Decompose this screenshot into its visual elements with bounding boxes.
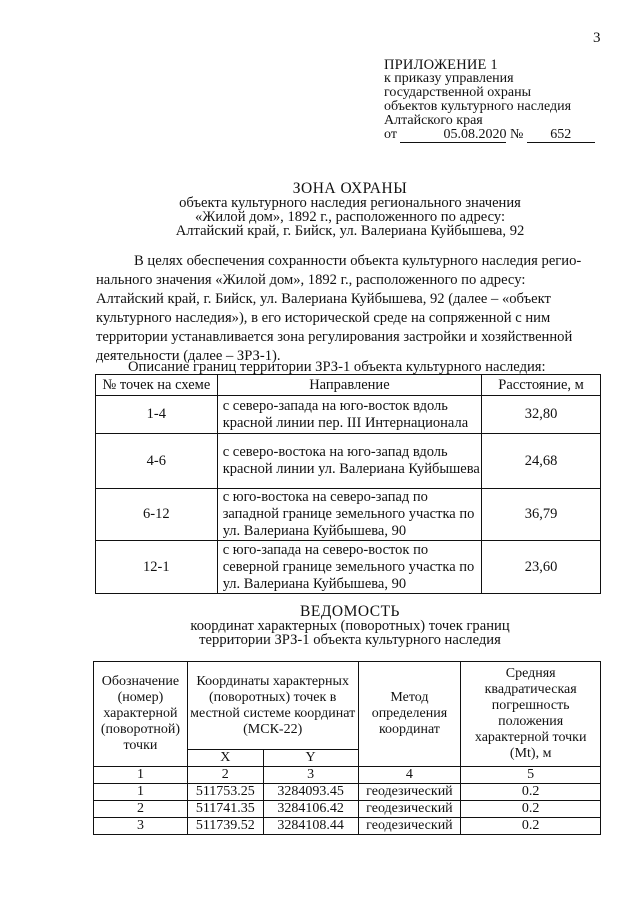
header-coordinates: Координаты характерных (поворотных) точек в местной системе координат (МСК-22) bbox=[187, 662, 358, 750]
column-number: 2 bbox=[187, 767, 263, 784]
table-row bbox=[96, 396, 601, 434]
intro-line: территории устанавливается зона регулирования застройки и хозяйственной bbox=[96, 329, 573, 345]
cell-direction: с юго-востока на северо-запад по западной границе земельного участка по ул. Валериана Куйбышева, 90 bbox=[217, 489, 481, 541]
appendix-title: ПРИЛОЖЕНИЕ 1 bbox=[384, 57, 498, 73]
cell-distance: 32,80 bbox=[482, 396, 601, 434]
table-row bbox=[94, 818, 601, 835]
cell-direction: с северо-запада на юго-восток вдоль красной линии пер. III Интернационала bbox=[217, 396, 481, 434]
column-number: 1 bbox=[94, 767, 188, 784]
column-number: 5 bbox=[461, 767, 601, 784]
cell-points: 4-6 bbox=[96, 434, 218, 489]
zone-subtitle-line: «Жилой дом», 1892 г., расположенного по адресу: bbox=[194, 209, 506, 225]
column-number: 3 bbox=[263, 767, 358, 784]
cell-error: 0.2 bbox=[461, 784, 601, 801]
header-direction: Направление bbox=[217, 375, 481, 396]
appendix-date-line bbox=[384, 128, 634, 143]
zone-subtitle bbox=[150, 196, 550, 238]
coordinates-table bbox=[93, 661, 601, 835]
cell-x: 511741.35 bbox=[187, 801, 263, 818]
from-label: от bbox=[384, 127, 397, 142]
column-number-row bbox=[94, 767, 601, 784]
table-header-row bbox=[94, 662, 601, 750]
cell-y: 3284106.42 bbox=[263, 801, 358, 818]
zone-subtitle-line: объекта культурного наследия регионального значения bbox=[179, 195, 521, 211]
statement-subtitle-line: координат характерных (поворотных) точек границ bbox=[190, 618, 510, 634]
order-number: 652 bbox=[527, 128, 595, 143]
cell-distance: 36,79 bbox=[482, 489, 601, 541]
cell-points: 1-4 bbox=[96, 396, 218, 434]
cell-y: 3284108.44 bbox=[263, 818, 358, 835]
appendix-line: государственной охраны bbox=[384, 85, 532, 100]
cell-point: 1 bbox=[94, 784, 188, 801]
appendix-block bbox=[384, 58, 634, 143]
intro-line: культурного наследия»), в его исторической среде на сопряженной с ним bbox=[96, 310, 551, 326]
zone-subtitle-line: Алтайский край, г. Бийск, ул. Валериана Куйбышева, 92 bbox=[175, 223, 525, 239]
table-row bbox=[94, 784, 601, 801]
cell-point: 2 bbox=[94, 801, 188, 818]
cell-points: 12-1 bbox=[96, 541, 218, 594]
cell-points: 6-12 bbox=[96, 489, 218, 541]
intro-line: нального значения «Жилой дом», 1892 г., расположенного по адресу: bbox=[96, 272, 526, 288]
table-header-row bbox=[96, 375, 601, 396]
cell-x: 511739.52 bbox=[187, 818, 263, 835]
number-label: № bbox=[509, 127, 524, 142]
appendix-line: Алтайского края bbox=[384, 113, 483, 128]
page-number: 3 bbox=[593, 30, 601, 46]
order-date: 05.08.2020 bbox=[400, 128, 506, 143]
header-points: № точек на схеме bbox=[96, 375, 218, 396]
column-number: 4 bbox=[358, 767, 461, 784]
header-method: Метод определения координат bbox=[358, 662, 461, 767]
cell-method: геодезический bbox=[358, 801, 461, 818]
table-row bbox=[96, 434, 601, 489]
header-distance: Расстояние, м bbox=[482, 375, 601, 396]
appendix-line: к приказу управления bbox=[384, 71, 514, 86]
cell-error: 0.2 bbox=[461, 801, 601, 818]
intro-line: Алтайский край, г. Бийск, ул. Валериана Куйбышева, 92 (далее – «объект bbox=[96, 291, 551, 307]
boundary-table bbox=[95, 374, 601, 594]
appendix-line: объектов культурного наследия bbox=[384, 99, 572, 114]
header-error: Средняя квадратическая погрешность положения характерной точки (Mt), м bbox=[461, 662, 601, 767]
statement-subtitle-line: территории ЗРЗ-1 объекта культурного наследия bbox=[199, 632, 501, 648]
cell-y: 3284093.45 bbox=[263, 784, 358, 801]
intro-line: деятельности (далее – ЗРЗ-1). bbox=[96, 348, 281, 364]
cell-direction: с юго-запада на северо-восток по северной границе земельного участка по ул. Валериана Куйбышева, 90 bbox=[217, 541, 481, 594]
header-y: Y bbox=[263, 750, 358, 767]
table-row bbox=[96, 541, 601, 594]
zone-title: ЗОНА ОХРАНЫ bbox=[292, 180, 408, 197]
cell-method: геодезический bbox=[358, 784, 461, 801]
cell-error: 0.2 bbox=[461, 818, 601, 835]
cell-method: геодезический bbox=[358, 818, 461, 835]
statement-subtitle bbox=[150, 619, 550, 647]
cell-direction: с северо-востока на юго-запад вдоль красной линии ул. Валериана Куйбышева bbox=[217, 434, 481, 489]
header-x: X bbox=[187, 750, 263, 767]
cell-point: 3 bbox=[94, 818, 188, 835]
header-point: Обозначение (номер) характерной (поворотной) точки bbox=[94, 662, 188, 767]
cell-x: 511753.25 bbox=[187, 784, 263, 801]
table-row bbox=[94, 801, 601, 818]
boundary-caption: Описание границ территории ЗРЗ-1 объекта культурного наследия: bbox=[128, 359, 546, 375]
statement-title: ВЕДОМОСТЬ bbox=[300, 603, 400, 620]
cell-distance: 23,60 bbox=[482, 541, 601, 594]
intro-line: В целях обеспечения сохранности объекта культурного наследия регио- bbox=[134, 253, 582, 269]
cell-distance: 24,68 bbox=[482, 434, 601, 489]
intro-paragraph bbox=[96, 252, 600, 366]
table-row bbox=[96, 489, 601, 541]
